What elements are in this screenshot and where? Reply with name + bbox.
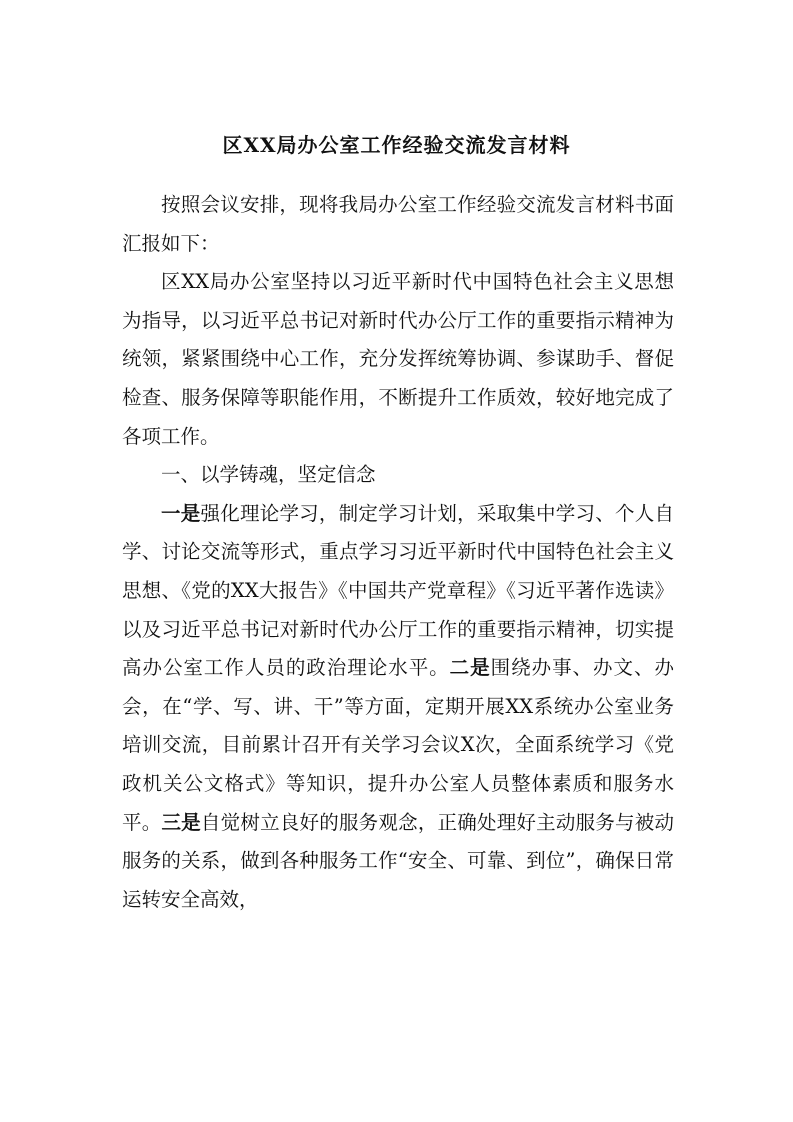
point-marker-one: 一是 xyxy=(161,501,201,525)
point-marker-two: 二是 xyxy=(449,656,491,680)
paragraph-overview xyxy=(122,263,674,456)
paragraph-text: 按照会议安排，现将我局办公室工作经验交流发言材料书面汇报如下： xyxy=(122,193,674,255)
point-marker-three: 三是 xyxy=(161,810,201,834)
document-body xyxy=(122,186,674,919)
section-heading xyxy=(122,456,674,495)
point-text-two: 围绕办事、办文、办会，在“学、写、讲、干”等方面，定期开展XX系统办公室业务培训交流，目前累计召开有关学习会议X次，全面系统学习《党政机关公文格式》等知识，提升办公室人员整体素质和服务水平。 xyxy=(122,656,674,834)
paragraph-text: 区XX局办公室坚持以习近平新时代中国特色社会主义思想为指导，以习近平总书记对新时代办公厅工作的重要指示精神为统领，紧紧围绕中心工作，充分发挥统筹协调、参谋助手、督促检查、服务保障等职能作用，不断提升工作质效，较好地完成了各项工作。 xyxy=(122,270,674,448)
point-text-three: 自觉树立良好的服务观念，正确处理好主动服务与被动服务的关系，做到各种服务工作“安全、可靠、到位”，确保日常运转安全高效， xyxy=(122,810,674,911)
point-text-one: 强化理论学习，制定学习计划，采取集中学习、个人自学、讨论交流等形式，重点学习习近平新时代中国特色社会主义思想、《党的XX大报告》《中国共产党章程》《习近平著作选读》以及习近平总书记对新时代办公厅工作的重要指示精神，切实提高办公室工作人员的政治理论水平。 xyxy=(122,501,674,680)
paragraph-intro xyxy=(122,186,674,263)
paragraph-details xyxy=(122,495,674,920)
section-heading-text: 一、以学铸魂，坚定信念 xyxy=(161,463,376,487)
document-title: 区XX局办公室工作经验交流发言材料 xyxy=(222,133,571,157)
